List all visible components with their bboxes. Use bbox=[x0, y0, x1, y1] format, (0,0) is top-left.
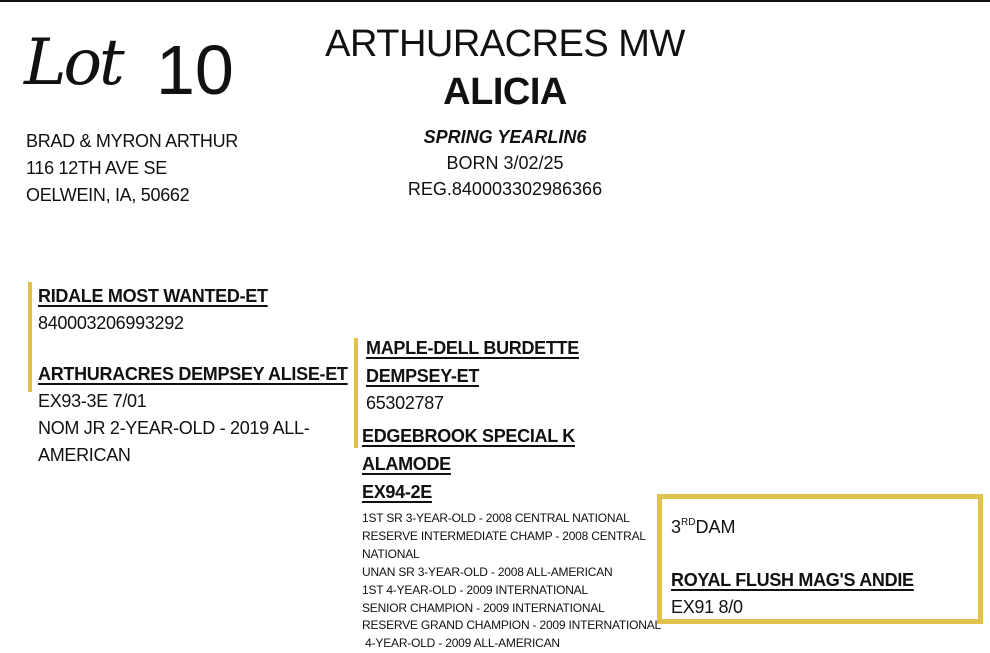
granddam-block bbox=[362, 422, 662, 653]
sire-id: 840003206993292 bbox=[38, 313, 184, 333]
lot-script-label: Lot bbox=[24, 26, 122, 100]
consignor-street: 116 12TH AVE SE bbox=[26, 158, 167, 178]
sire-block bbox=[38, 282, 348, 337]
dam-block bbox=[38, 360, 348, 469]
dam-name: ARTHURACRES DEMPSEY ALISE-ET bbox=[38, 364, 348, 384]
award-item: 1ST 4-YEAR-OLD - 2009 INTERNATIONAL bbox=[362, 582, 588, 597]
granddam-sire-name: MAPLE-DELL BURDETTE DEMPSEY-ET bbox=[366, 338, 579, 386]
lot-badge bbox=[24, 18, 244, 108]
sire-dam-accent-bar bbox=[28, 282, 32, 392]
consignor-city: OELWEIN, IA, 50662 bbox=[26, 185, 190, 205]
award-item: 1ST SR 3-YEAR-OLD - 2008 CENTRAL NATIONAL bbox=[362, 511, 630, 525]
animal-header bbox=[270, 20, 740, 202]
third-dam-label: 3RDDAM bbox=[671, 517, 736, 537]
third-dam-box bbox=[657, 494, 983, 624]
granddam-sire-block bbox=[366, 334, 666, 417]
top-rule bbox=[0, 0, 990, 2]
dam-note: NOM JR 2-YEAR-OLD - 2019 ALL-AMERICAN bbox=[38, 418, 310, 465]
granddam-accent-bar bbox=[354, 338, 358, 448]
granddam-name: EDGEBROOK SPECIAL K ALAMODE bbox=[362, 426, 575, 474]
award-item: 4-YEAR-OLD - 2009 ALL-AMERICAN bbox=[362, 636, 560, 651]
consignor-name: BRAD & MYRON ARTHUR bbox=[26, 131, 238, 151]
consignor-block bbox=[26, 128, 238, 209]
third-dam-score: EX91 8/0 bbox=[671, 597, 743, 617]
sire-name: RIDALE MOST WANTED-ET bbox=[38, 286, 268, 306]
award-item: UNAN SR 3-YEAR-OLD - 2008 ALL-AMERICAN bbox=[362, 564, 613, 579]
dam-score: EX93-3E 7/01 bbox=[38, 391, 147, 411]
birth-date: BORN 3/02/25 bbox=[446, 153, 564, 173]
third-dam-name: ROYAL FLUSH MAG'S ANDIE bbox=[671, 570, 914, 590]
animal-name: ARTHURACRES MW ALICIA bbox=[325, 23, 685, 113]
granddam-score: EX94-2E bbox=[362, 482, 432, 502]
award-item: SENIOR CHAMPION - 2009 INTERNATIONAL bbox=[362, 600, 605, 615]
granddam-sire-id: 65302787 bbox=[366, 393, 444, 413]
granddam-awards bbox=[362, 510, 662, 653]
award-item: RESERVE INTERMEDIATE CHAMP - 2008 CENTRAL NATIONAL bbox=[362, 528, 646, 561]
animal-class: SPRING YEARLIN6 bbox=[423, 127, 587, 147]
registration-number: REG.840003302986366 bbox=[407, 179, 603, 199]
award-item: RESERVE GRAND CHAMPION - 2009 INTERNATIONAL bbox=[362, 618, 662, 633]
lot-number: 10 bbox=[156, 31, 234, 109]
